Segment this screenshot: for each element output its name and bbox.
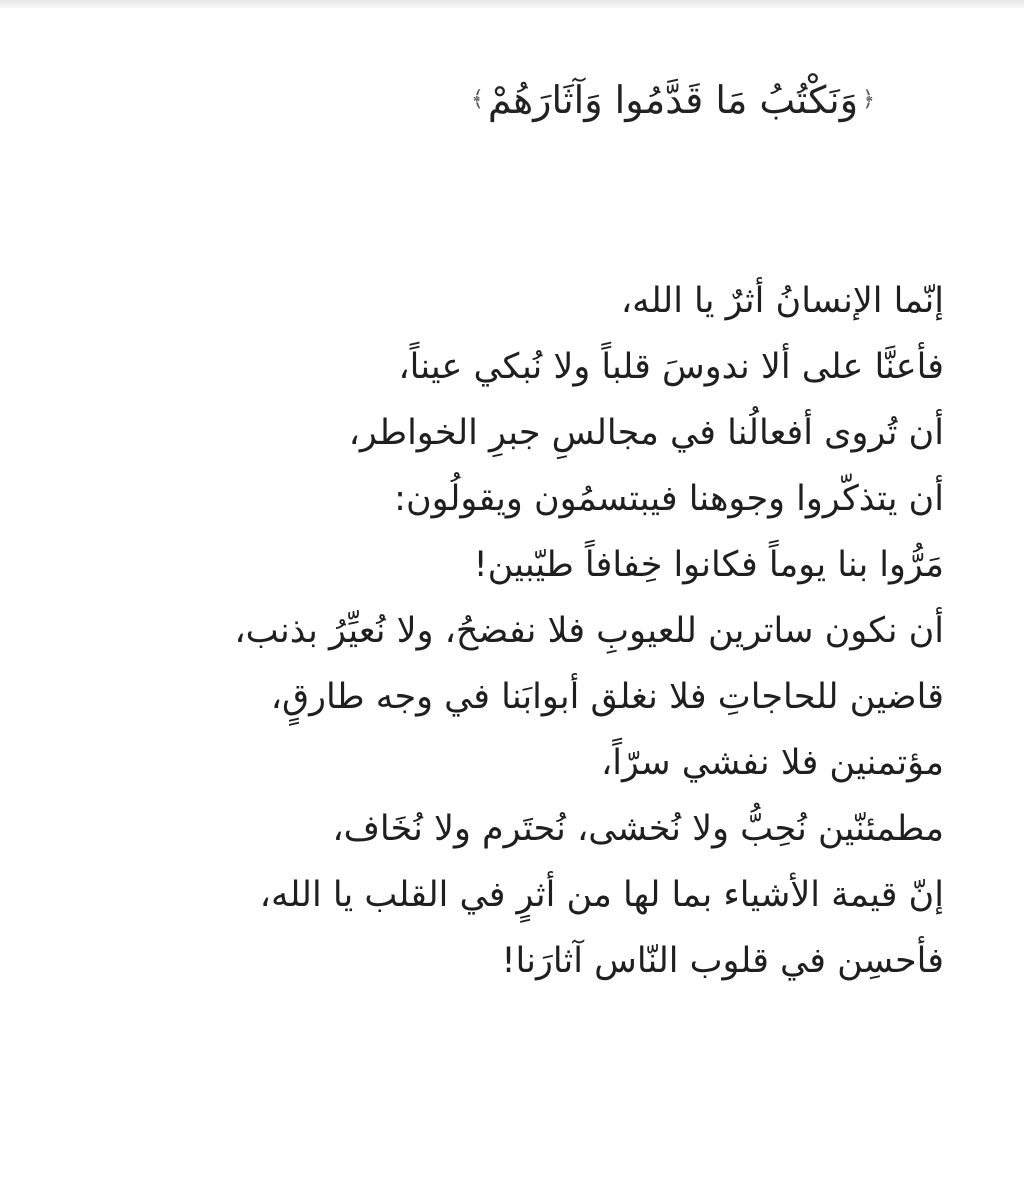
poem-line: مطمئنّين نُحِبُّ ولا نُخشى، نُحتَرم ولا نُخَاف، bbox=[332, 809, 944, 849]
poem-line: إنّ قيمة الأشياء بما لها من أثرٍ في القلب يا الله، bbox=[259, 875, 944, 915]
verse-text: وَنَكْتُبُ مَا قَدَّمُوا وَآثَارَهُمْ bbox=[487, 78, 859, 122]
poem-body bbox=[64, 268, 944, 994]
quran-verse-heading bbox=[467, 60, 879, 140]
verse-close-bracket: ﴾ bbox=[470, 87, 484, 112]
poem-line: أن تُروى أفعالُنا في مجالسِ جبرِ الخواطر، bbox=[348, 413, 944, 453]
poem-line: أن يتذكّروا وجوهنا فيبتسمُون ويقولُون: bbox=[394, 479, 944, 519]
poem-line: أن نكون ساترين للعيوبِ فلا نفضحُ، ولا نُعيِّرُ بذنب، bbox=[234, 611, 944, 651]
poem-line: مَرُّوا بنا يوماً فكانوا خِفافاً طيّبين! bbox=[473, 545, 944, 585]
poem-line: فأحسِن في قلوب النّاس آثارَنا! bbox=[501, 941, 944, 981]
verse-open-bracket: ﴿ bbox=[862, 87, 875, 112]
poem-line: فأعنَّا على ألا ندوسَ قلباً ولا نُبكي عيناً، bbox=[398, 347, 944, 387]
poem-line: مؤتمنين فلا نفشي سرّاً، bbox=[600, 743, 944, 783]
poem-line: إنّما الإنسانُ أثرٌ يا الله، bbox=[620, 281, 944, 321]
poem-line: قاضين للحاجاتِ فلا نغلق أبوابَنا في وجه طارقٍ، bbox=[270, 677, 944, 717]
